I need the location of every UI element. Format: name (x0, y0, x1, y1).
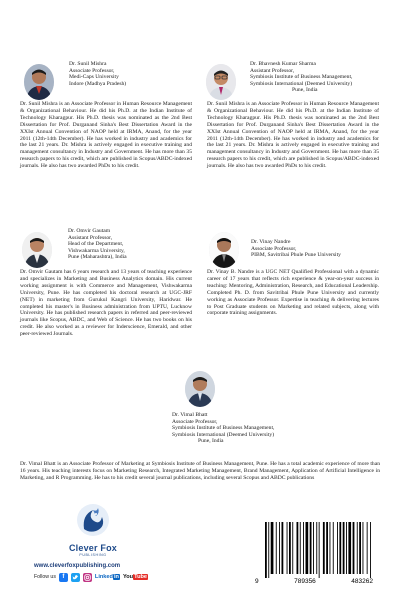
linkedin-icon[interactable] (95, 574, 120, 580)
barcode-bar (268, 522, 269, 578)
barcode-bar (343, 522, 345, 574)
linkedin-label: Linked (94, 574, 113, 580)
author-bio-vimal-bhatt: Dr. Vimal Bhatt is an Associate Professor of Marketing at Symbiosis Institute of Business Management, Pune. He has a total academic experience of more than 16 years. His teaching interests focus on Marketing Research, Integrated Marketing Management, Brand Management, Application of Artificial Intelligence in Marketing, and R Programming. He has to his credit several journal publications, including several Scopus and ABDC publications (20, 461, 380, 481)
author-name: Dr. Vinay Nandre (251, 239, 291, 245)
author-info-vimal-bhatt (172, 412, 274, 445)
barcode-bar (359, 522, 361, 574)
barcode-bar (282, 522, 284, 574)
author-photo-bhavnesh-sharma (206, 64, 236, 100)
author-bio-bhavnesh-sharma: Dr. Sunil Mishra is an Associate Professor in Human Resource Management & Organizational Behaviour. He did his Ph.D. at the Indian Institute of Technology Kharagpur. His Ph.D. thesis was nominated as the 2nd Best Dissertation for Prof. Durganand Sinha's Best Dissertation Award in the XXIst Annual Convention of NAOP held at IRMA, Anand, for the year 2011 (12th-14th December). He has worked in industry and academics for the last 21 years. Dr. Mishra is actively engaged in executive training and management consultancy in Industry and Government. He has more than 35 research papers to his credit, which are published in Scopus/ABDC-indexed journals. He also has two awarded PhDs to his credit. (207, 101, 379, 170)
barcode-bar (339, 522, 341, 574)
author-name: Dr. Vimal Bhatt (172, 412, 208, 418)
barcode-bar (330, 522, 331, 574)
barcode-bar (353, 522, 355, 574)
author-bio-omvir-gautam: Dr. Omvir Gautam has 6 years research and 13 years of teaching experience and specializes in Marketing and Business Analytics domain. His current working assignment is with Commerce and Management, Vishwakarma University, Pune. He has completed his doctoral research at UGC-JRF (NET) in marketing from Gurukul Kangri University, Haridwar. He completed his master's in Business administration from UPTU, Lucknow University. He has published research papers in referred and peer-reviewed journals like Scopus, ABDC, and Web of Science. He has two books on his credit. He also worked as a reviewer for Inderscience, Emerald, and other peer-reviewed Journals. (20, 269, 192, 338)
twitter-icon[interactable] (71, 573, 80, 582)
barcode-bar (287, 522, 288, 574)
barcode-bar (348, 522, 351, 574)
author-affiliation: Pune, India (198, 438, 224, 445)
barcode-bar (306, 522, 309, 574)
publisher-name: Clever Fox (68, 543, 118, 553)
barcode-bars (255, 520, 373, 578)
author-info-vinay-nandre (251, 239, 341, 259)
youtube-label: You (122, 574, 134, 580)
barcode-bar (363, 522, 364, 574)
isbn-barcode (255, 520, 373, 590)
author-affiliation: Medi-Caps University (69, 74, 119, 81)
author-affiliation: Indore (Madhya Pradesh) (69, 80, 127, 87)
publisher-logo (48, 503, 138, 563)
barcode-bar (370, 522, 371, 578)
author-photo-vimal-bhatt (185, 371, 215, 407)
barcode-bar (300, 522, 301, 574)
barcode-bar (303, 522, 304, 574)
barcode-bar (323, 522, 325, 574)
barcode-bar (297, 522, 299, 574)
author-affiliation: Symbiosis Institute of Business Management, (172, 425, 275, 432)
barcode-digit-group: 789356 (294, 578, 316, 585)
author-role: Associate Professor, (251, 245, 297, 252)
author-name: Dr. Sunil Mishra (69, 61, 107, 67)
author-photo-vinay-nandre (209, 232, 239, 268)
author-role: Assistant Professor, (250, 67, 295, 74)
barcode-digits (255, 578, 373, 585)
author-info-omvir-gautam (68, 228, 127, 261)
author-affiliation: Vishwakarma University, (68, 247, 125, 254)
author-name: Dr. Bhavnesh Kumar Sharma (250, 61, 316, 67)
barcode-bar (346, 522, 347, 574)
barcode-digit-group: 483262 (351, 578, 373, 585)
author-role: Assistant Professor, (68, 234, 113, 241)
barcode-bar (333, 522, 334, 574)
author-affiliation: Pune (Maharashtra), India (68, 254, 127, 261)
social-follow-bar (34, 572, 148, 582)
author-bio-sunil-mishra: Dr. Sunil Mishra is an Associate Professor in Human Resource Management & Organizational Behaviour. He did his Ph.D. at the Indian Institute of Technology Kharagpur. His Ph.D. thesis was nominated as the 2nd Best Dissertation for Prof. Durganand Sinha's Best Dissertation Award in the XXIst Annual Convention of NAOP held at IRMA, Anand, for the year 2011 (12th-14th December). He has worked in industry and academics for the last 21 years. Dr. Mishra is actively engaged in executive training and management consultancy in Industry and Government. He has more than 35 research papers to his credit, which are published in Scopus/ABDC-indexed journals. He also has two awarded PhDs to his credit. (20, 101, 192, 170)
barcode-bar (289, 522, 291, 574)
author-role: Associate Professor, (69, 67, 115, 74)
author-affiliation: PIBM, Savitribai Phule Pune University (251, 252, 341, 259)
author-affiliation: Symbiosis International (Deemed University) (250, 80, 353, 87)
author-role: Associate Professor, (172, 418, 218, 425)
fox-logo-icon (76, 503, 110, 537)
barcode-bar (326, 522, 328, 574)
author-info-sunil-mishra (69, 61, 126, 87)
author-affiliation: Head of the Department, (68, 241, 124, 248)
barcode-bar (337, 522, 338, 574)
author-photo-sunil-mishra (24, 64, 54, 100)
barcode-digit-group: 9 (255, 578, 259, 585)
barcode-bar (367, 522, 368, 574)
author-bio-vinay-nandre: Dr. Vinay B. Nandre is a UGC NET Qualified Professional with a dynamic career of 17 years that reflects rich experience & year-on-year success in teaching: Mentoring, Administration, Research, and Educational Leadership. Completed Ph. D. from Savitribai Phule Pune University and currently working as Associate Professor. Expertise in teaching & delivering lectures to Post Graduate students on Marketing and related subjects, along with corporate training assignments. (207, 269, 379, 317)
youtube-icon[interactable] (123, 574, 148, 580)
barcode-bar (316, 522, 317, 574)
barcode-bar (271, 522, 274, 574)
barcode-bar (276, 522, 277, 574)
barcode-bar (310, 522, 312, 574)
facebook-icon[interactable]: f (59, 573, 68, 582)
barcode-bar (279, 522, 280, 574)
barcode-bar (292, 522, 293, 574)
barcode-bar (265, 522, 267, 578)
follow-label: Follow us (34, 574, 56, 580)
author-name: Dr. Omvir Gautam (68, 228, 111, 234)
author-affiliation: Symbiosis International (Deemed University) (172, 431, 275, 438)
author-photo-omvir-gautam (22, 232, 52, 268)
publisher-website-link[interactable]: www.cleverfoxpublishing.com (34, 563, 121, 569)
barcode-bar (357, 522, 358, 574)
youtube-badge: Tube (134, 574, 148, 580)
author-affiliation: Symbiosis Institute of Business Management, (250, 74, 353, 81)
barcode-bar (319, 522, 320, 578)
publisher-tagline: PUBLISHING (79, 553, 107, 557)
author-info-bhavnesh-sharma (250, 61, 352, 94)
instagram-icon[interactable] (83, 573, 92, 582)
barcode-bar (313, 522, 314, 574)
author-affiliation: Pune, India (292, 87, 318, 94)
linkedin-badge: in (113, 574, 119, 580)
